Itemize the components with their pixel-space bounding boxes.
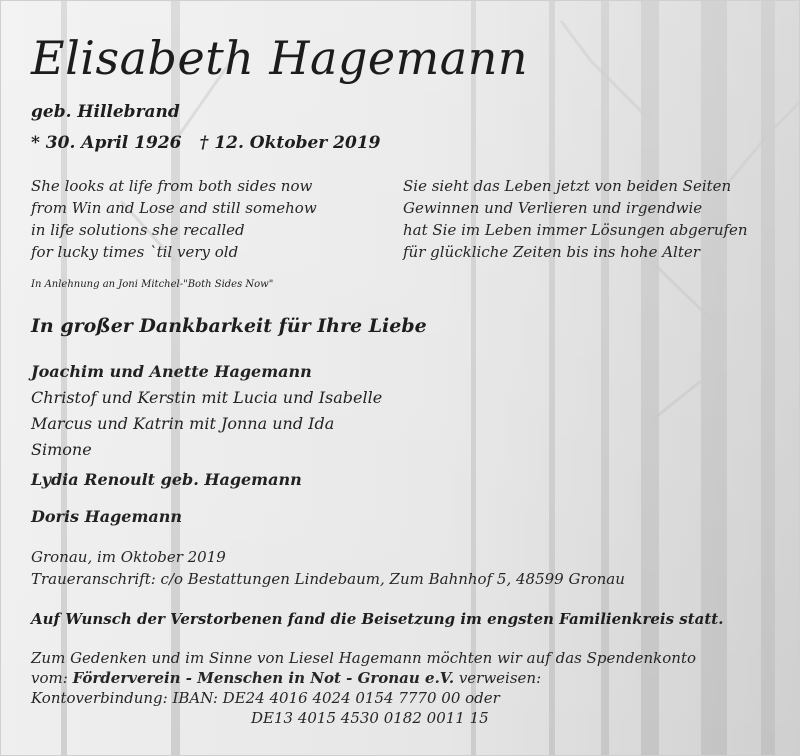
- donation-prefix: vom:: [31, 669, 73, 687]
- poem-english: [31, 175, 317, 263]
- place-date: Gronau, im Oktober 2019: [31, 548, 226, 566]
- family-group-joachim: [31, 359, 382, 463]
- donation-line: [31, 668, 696, 688]
- donation-line: Zum Gedenken und im Sinne von Liesel Hagemann möchten wir auf das Spendenkonto: [31, 649, 697, 667]
- donation-organization: Förderverein - Menschen in Not - Gronau e.V.: [72, 669, 455, 687]
- bank-account-line: DE13 4015 4530 0182 0011 15: [251, 709, 489, 727]
- family-head: Joachim und Anette Hagemann: [31, 362, 312, 381]
- poem-line: hat Sie im Leben immer Lösungen abgerufen: [403, 221, 748, 239]
- deceased-name: Elisabeth Hagemann: [31, 31, 528, 85]
- poem-line: in life solutions she recalled: [31, 221, 245, 239]
- family-head-doris: Doris Hagemann: [31, 507, 183, 526]
- family-member: Marcus und Katrin mit Jonna und Ida: [31, 414, 335, 433]
- burial-notice: Auf Wunsch der Verstorbenen fand die Beisetzung im engsten Familienkreis statt.: [31, 610, 724, 628]
- mourning-address: Traueranschrift: c/o Bestattungen Lindebaum, Zum Bahnhof 5, 48599 Gronau: [31, 570, 625, 588]
- poem-line: für glückliche Zeiten bis ins hohe Alter: [403, 243, 700, 261]
- poem-line: Sie sieht das Leben jetzt von beiden Seiten: [403, 177, 732, 195]
- donation-suffix: verweisen:: [454, 669, 542, 687]
- family-member: Simone: [31, 440, 92, 459]
- birth-name: geb. Hillebrand: [31, 102, 180, 122]
- donation-info: [31, 648, 696, 728]
- death-date: † 12. Oktober 2019: [199, 133, 381, 153]
- thanks-heading: In großer Dankbarkeit für Ihre Liebe: [31, 315, 427, 337]
- place-and-address: [31, 546, 625, 590]
- poem-line: Gewinnen und Verlieren und irgendwie: [403, 199, 703, 217]
- poem-german: [403, 175, 748, 263]
- family-head-lydia: Lydia Renoult geb. Hagemann: [31, 470, 302, 489]
- bank-account-line: Kontoverbindung: IBAN: DE24 4016 4024 0154 7770 00 oder: [31, 689, 500, 707]
- poem-line: She looks at life from both sides now: [31, 177, 313, 195]
- poem-credit: In Anlehnung an Joni Mitchel-"Both Sides Now": [31, 279, 274, 290]
- family-member: Christof und Kerstin mit Lucia und Isabelle: [31, 388, 383, 407]
- life-dates: [31, 133, 398, 153]
- birth-date: * 30. April 1926: [31, 133, 182, 153]
- poem-line: for lucky times `til very old: [31, 243, 239, 261]
- poem-line: from Win and Lose and still somehow: [31, 199, 317, 217]
